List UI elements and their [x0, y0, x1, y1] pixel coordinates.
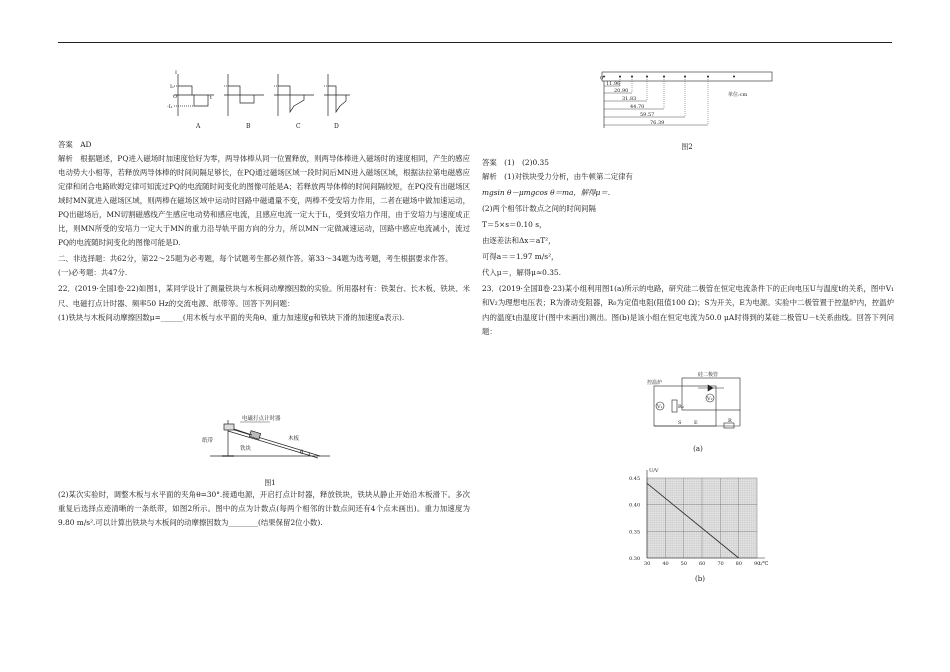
fig1-label-timer: 电磁打点计时器: [242, 416, 281, 422]
chart-x-tick: 90: [754, 561, 761, 567]
fig2-d6: 76.39: [650, 120, 665, 126]
answer-2: 答案 (1) (2)0.35: [482, 158, 549, 167]
right-column: [482, 158, 894, 341]
figure-2: [592, 66, 782, 152]
chart-x-tick: 70: [717, 561, 724, 567]
circuit-label-furnace: 控温炉: [647, 380, 663, 386]
answer-1-value: AD: [80, 140, 92, 149]
figure-abcd: [167, 66, 350, 134]
figure-a-caption: (a): [693, 444, 703, 453]
header-rule: [58, 42, 892, 43]
chart-x-tick: 40: [662, 561, 669, 567]
fig2-start: 0: [600, 75, 604, 82]
chart-y-tick: 0.40: [629, 502, 641, 509]
fig1-label-block: 铁块: [240, 446, 252, 452]
fig2-d2: 20.90: [614, 88, 629, 94]
circuit-label-v1: V₁: [657, 404, 663, 410]
fig2-d1: 11.96: [606, 81, 621, 87]
answer-1: [58, 140, 470, 150]
abcd-axis-neg-i1: -I₁: [167, 104, 173, 110]
chart-x-tick: 30: [644, 561, 651, 567]
circuit-label-diode: 硅二极管: [698, 372, 719, 378]
section-2-sub: (一)必考题：共47分.: [58, 268, 128, 278]
figure-2-tape: [592, 66, 782, 132]
question-22-stem: 22．(2019·全国Ⅰ卷·22)如图1，某同学设计了测量铁块与木板间动摩擦因数的实验。所用器材有：铁架台、长木板、铁块、米尺、电磁打点计时器、频率50 Hz的交流电源、纸带等。回答下列问题：: [58, 284, 470, 308]
fig2-unit: 单位:cm: [728, 92, 748, 98]
fig2-d5: 59.57: [640, 112, 655, 118]
circuit-label-v2: V₂: [707, 396, 713, 402]
chart-y-label: U/V: [649, 468, 659, 474]
fig2-d3: 31.83: [622, 96, 637, 102]
figure-2-caption: 图2: [681, 142, 693, 151]
figure-a-circuit: [648, 372, 748, 452]
figure-1: [200, 410, 340, 487]
figure-b-chart: [625, 464, 775, 582]
circuit-label-r: R: [728, 418, 732, 424]
figure-1-drawing: [200, 410, 340, 472]
answer-1-label: 答案: [58, 140, 73, 149]
figure-b-caption: (b): [695, 574, 705, 583]
circuit-label-s: S: [678, 420, 682, 426]
abcd-axis-i: I: [175, 70, 177, 76]
analysis-2-l1: 解析 (1)对铁块受力分析，由牛顿第二定律有: [482, 171, 633, 181]
chart-x-tick: 60: [699, 561, 706, 567]
question-23-stem: 23．(2019·全国Ⅱ卷·23)某小组利用图1(a)所示的电路，研究硅二极管在恒定电流条件下的正向电压U与温度t的关系，图中V₁和V₂为理想电压表；R为滑动变阻器，R₀为定值电阻(阻值100 Ω)；S为开关，E为电源。实验中二极管置于控温炉内，控温炉内的温度t由温度计(图中未画出)测出。图(b)是该小组在恒定电流为50.0 μA时得到的某硅二极管U－t关系曲线。回答下列问题：: [482, 284, 894, 336]
chart-y-tick: 0.30: [629, 556, 641, 562]
analysis-2-l5: 由逐差法和Δx＝aT²，: [482, 236, 556, 246]
left-column-bottom: [58, 488, 470, 532]
circuit-label-e: E: [694, 420, 698, 426]
chart-y-tick: 0.45: [629, 476, 641, 482]
u-t-chart: [625, 464, 775, 572]
abcd-axis-o: O: [173, 94, 178, 100]
circuit-label-r0: R₀: [678, 404, 684, 410]
chart-y-tick: 0.35: [629, 529, 641, 536]
analysis-2-l3: (2)两个相邻计数点之间的时间间隔: [482, 204, 596, 214]
question-22-part1: (1)铁块与木板间动摩擦因数μ=______(用木板与水平面的夹角θ、重力加速度g和铁块下滑的加速度a表示).: [58, 312, 405, 322]
chart-x-tick: 80: [735, 561, 743, 567]
fig2-d4: 44.70: [630, 104, 645, 110]
circuit-diagram: [648, 372, 748, 442]
abcd-label-b: B: [246, 123, 251, 130]
analysis-2-l2: mgsin θ－μmgcos θ＝ma，解得μ＝.: [482, 188, 611, 198]
analysis-2-l4: T＝5×s＝0.10 s，: [482, 220, 547, 230]
abcd-label-d: D: [334, 123, 339, 130]
chart-x-tick: 50: [680, 561, 688, 567]
question-22-part2: (2)某次实验时，调整木板与水平面的夹角θ=30°.接通电源，开启打点计时器，释放铁块，铁块从静止开始沿木板滑下。多次重复后选择点迹清晰的一条纸带，如图2所示。图中的点为计数点(每两个相邻的计数点间还有4个点未画出)。重力加速度为9.80 m/s².可以计算出铁块与木板间的动摩擦因数为________(结果保留2位小数).: [58, 490, 470, 528]
left-column: [58, 140, 470, 325]
figure-1-caption: 图1: [264, 478, 276, 487]
abcd-label-a: A: [196, 123, 201, 130]
analysis-2-l6: 可得a＝＝1.97 m/s²，: [482, 252, 559, 262]
abcd-axis-i1: I₁: [170, 84, 174, 90]
analysis-1: 解析 根据题述，PQ进入磁场时加速度恰好为零，两导体棒从同一位置释放，则两导体棒进入磁场时的速度相同，产生的感应电动势大小相等，若释放两导体棒的时间间隔足够长，在PQ通过磁场区域一段时间后MN进入磁场区域，根据法拉第电磁感应定律和闭合电路欧姆定律可知流过PQ的电流随时间变化的图像可能是A；若释放两导体棒的时间间隔较短，在PQ没有出磁场区域时MN就进入磁场区域，则两棒在磁场区域中运动时回路中磁通量不变，两棒不受安培力作用，二者在磁场中做加速运动，PQ出磁场后，MN切割磁感线产生感应电动势和感应电流，且感应电流一定大于I₁，受到安培力作用，由于安培力与速度成正比，则MN所受的安培力一定大于MN的重力沿导轨平面方向的分力，所以MN一定做减速运动，回路中感应电流减小，流过PQ的电流随时间变化的图像可能是D.: [58, 153, 470, 248]
svg-text:θ: θ: [300, 450, 304, 456]
fig1-label-tape: 纸带: [202, 438, 214, 444]
fig1-label-board: 木板: [288, 436, 300, 442]
analysis-2-l7: 代入μ＝，解得μ≈0.35.: [482, 268, 561, 278]
chart-x-label: t/℃: [759, 561, 769, 567]
abcd-graphs: [167, 66, 350, 134]
abcd-label-c: C: [296, 123, 301, 130]
abcd-axis-t: t: [210, 95, 213, 101]
section-2-heading: 二、非选择题：共62分，第22～25题为必考题，每个试题考生都必须作答。第33～34题为选考题，考生根据要求作答。: [58, 254, 453, 264]
